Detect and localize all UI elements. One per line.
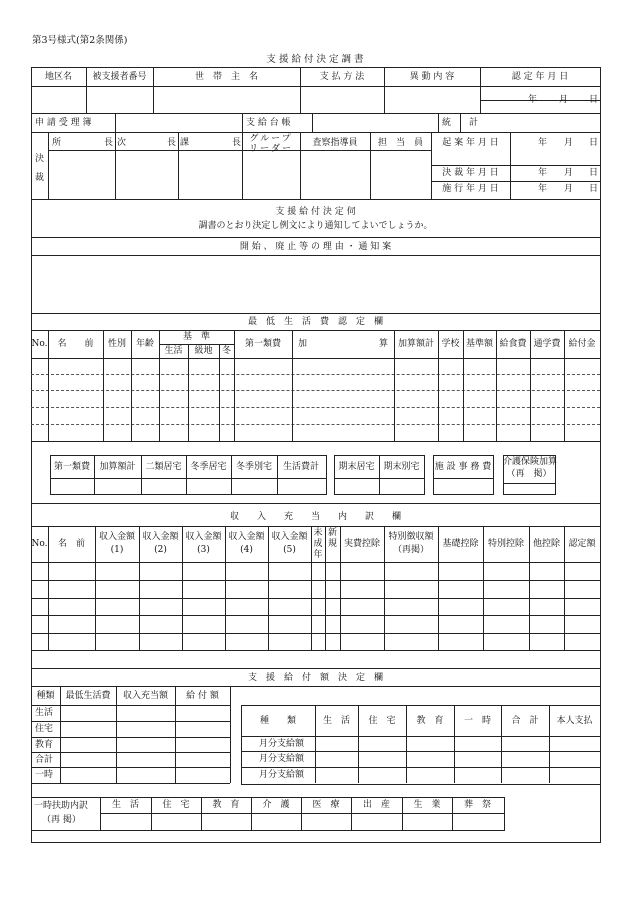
sb-addition-total: 加算額計: [99, 462, 136, 472]
inc-col-income-4: 収入金額: [228, 532, 265, 542]
col-change: 異 動 内 容: [409, 72, 455, 82]
dec-r-row-1: 月分支給額: [259, 739, 305, 749]
inc-col-income-2: 収入金額: [142, 532, 179, 542]
dec-row-education: 教育: [35, 740, 54, 750]
ml-col-standard: 基 準: [182, 332, 210, 342]
form-id: 第3号様式(第2条関係): [32, 35, 128, 46]
inc-col-basic-deduction: 基礎控除: [442, 539, 479, 549]
temp-col-care: 介 護: [262, 800, 290, 810]
ml-col-school: 学校: [441, 339, 460, 349]
enforce-day: 日: [589, 184, 599, 194]
head-section-b: 長: [232, 138, 242, 148]
ml-col-sex: 性別: [107, 339, 126, 349]
temp-col-housing: 住 宅: [162, 800, 190, 810]
inc-col-approved: 認定額: [568, 539, 596, 549]
dec-r-row-2: 月分支給額: [259, 754, 305, 764]
sb-winter-other: 冬季別宅: [235, 462, 272, 472]
unit-day: 日: [589, 95, 599, 105]
inc-col-income-3: 収入金額: [185, 532, 222, 542]
temp-col-life: 生 活: [111, 800, 139, 810]
date-decision: 決 裁 年 月 日: [442, 168, 499, 178]
decision-month: 月: [564, 168, 574, 178]
sb-winter-home: 冬季居宅: [190, 462, 227, 472]
head-staff: 担 当 員: [377, 138, 423, 148]
temp-col-education: 教 育: [212, 800, 240, 810]
dec-col-benefit: 給 付 額: [186, 691, 219, 701]
decision-year: 年: [538, 168, 548, 178]
ml-col-meal: 給食費: [499, 339, 527, 349]
dec-r-col-housing: 住 宅: [368, 716, 396, 726]
label-statistics: 統 計: [442, 118, 479, 128]
enforce-year: 年: [538, 184, 548, 194]
inc-col-income-1-no: (1): [110, 545, 124, 555]
sb-first-class: 第一類費: [53, 462, 90, 472]
col-approval-date: 認 定 年 月 日: [511, 72, 569, 82]
date-enforce: 施 行 年 月 日: [442, 184, 499, 194]
inc-col-special-levy-re: （再掲）: [392, 545, 429, 555]
sb-term-home: 期末居宅: [338, 462, 375, 472]
temp-col-medical: 医 療: [312, 800, 340, 810]
ml-col-benefit: 給付金: [568, 339, 596, 349]
ml-col-addition-total: 加算額計: [397, 339, 434, 349]
form-title: 支 援 給 付 決 定 調 書: [266, 54, 364, 65]
head-section-a: 課: [180, 138, 190, 148]
inc-col-special-levy: 特別徴収額: [388, 532, 434, 542]
decision-title: 支 援 給 付 額 決 定 欄: [247, 673, 383, 683]
head-inspector: 査察指導員: [312, 138, 358, 148]
enforce-month: 月: [564, 184, 574, 194]
dec-r-col-total: 合 計: [511, 716, 539, 726]
dec-row-housing: 住宅: [35, 724, 54, 734]
income-title: 収 入 充 当 内 訳 欄: [229, 512, 401, 522]
ml-col-name: 名 前: [57, 339, 94, 349]
temp-col-childbirth: 出 産: [362, 800, 390, 810]
sb-term-other: 期末別宅: [383, 462, 420, 472]
head-director-b: 長: [104, 138, 114, 148]
inc-col-income-5-no: (5): [283, 545, 296, 555]
ml-col-life: 生活: [164, 346, 183, 356]
inc-col-income-4-no: (4): [240, 545, 253, 555]
dec-r-col-type: 種 類: [259, 716, 296, 726]
inc-col-minor: 未 成 年: [313, 528, 323, 560]
inquiry-text: 調書のとおり決定し例文により通知してよいでしょうか。: [198, 221, 433, 231]
decision-day: 日: [589, 168, 599, 178]
head-group-leader: グループ リーダー: [248, 134, 293, 154]
inc-col-income-3-no: (3): [197, 545, 210, 555]
head-director-a: 所: [52, 138, 62, 148]
inquiry-title: 支 援 給 付 決 定 伺: [275, 207, 356, 217]
temp-aid-label: 一時扶助内訳: [34, 801, 89, 811]
temp-aid-label-re: （再 掲）: [42, 815, 81, 825]
dec-r-row-3: 月分支給額: [259, 770, 305, 780]
temp-col-occupation: 生 業: [413, 800, 441, 810]
dec-col-income-applied: 収入充当額: [122, 691, 168, 701]
inc-col-no: No.: [31, 539, 48, 549]
ml-col-base: 基準額: [465, 339, 493, 349]
sb-care-insurance-re: （再 掲）: [506, 469, 552, 479]
col-payment-method: 支 払 方 法: [319, 72, 365, 82]
inc-col-special-deduction: 特別控除: [487, 539, 524, 549]
dec-row-total: 合計: [35, 755, 54, 765]
col-recipient-number: 被支援者番号: [92, 72, 147, 82]
ml-subtotal-box-1: [50, 455, 327, 495]
ml-subtotal-box-3: [433, 455, 494, 495]
ml-col-no: No.: [31, 339, 48, 349]
draft-month: 月: [564, 138, 574, 148]
dec-col-min-living: 最低生活費: [65, 691, 111, 701]
inc-col-income-1: 収入金額: [98, 532, 135, 542]
ml-col-age: 年齢: [135, 339, 154, 349]
label-kessai: 決 裁: [35, 154, 45, 183]
col-householder: 世 帯 主 名: [194, 72, 258, 82]
inc-col-new: 新 規: [327, 528, 337, 549]
inc-col-other-deduction: 他控除: [532, 539, 560, 549]
dec-r-col-temporary: 一 時: [463, 716, 491, 726]
dec-col-type: 種類: [36, 691, 55, 701]
reason-title: 開 始 、 廃 止 等 の 理 由 ・ 通 知 案: [239, 242, 392, 252]
dec-row-temporary: 一時: [35, 770, 54, 780]
dec-r-col-education: 教 育: [416, 716, 444, 726]
ml-col-grade: 級地: [194, 346, 213, 356]
ml-col-winter: 冬: [221, 346, 231, 356]
sb-care-insurance: 介護保険加算: [503, 457, 558, 467]
inc-col-name: 名 前: [57, 539, 85, 549]
draft-year: 年: [538, 138, 548, 148]
sb-second-class-home: 二類居宅: [145, 462, 182, 472]
ml-col-first-class: 第一類費: [244, 339, 281, 349]
draft-day: 日: [589, 138, 599, 148]
head-deputy-b: 長: [167, 138, 177, 148]
ml-col-commute: 通学費: [533, 339, 561, 349]
label-application-book: 申 請 受 理 簿: [35, 118, 92, 128]
sb-facility: 施 設 事 務 費: [434, 462, 492, 472]
temp-col-funeral: 葬 祭: [463, 800, 491, 810]
min-living-title: 最 低 生 活 費 認 定 欄: [247, 317, 383, 327]
dec-r-col-self-pay: 本人支払: [556, 716, 593, 726]
dec-row-life: 生活: [35, 708, 54, 718]
inc-col-income-2-no: (2): [154, 545, 167, 555]
date-draft: 起 案 年 月 日: [442, 138, 499, 148]
ml-col-addition: 加 算: [298, 339, 389, 349]
inc-col-income-5: 収入金額: [271, 532, 308, 542]
col-district: 地区名: [44, 72, 72, 82]
head-deputy-a: 次: [117, 138, 127, 148]
label-payment-ledger: 支 給 台 帳: [246, 118, 291, 128]
dec-r-col-life: 生 活: [322, 716, 350, 726]
sb-living-total: 生活費計: [282, 462, 319, 472]
inc-col-expense: 実費控除: [343, 539, 380, 549]
unit-month: 月: [559, 95, 569, 105]
unit-year: 年: [528, 95, 538, 105]
